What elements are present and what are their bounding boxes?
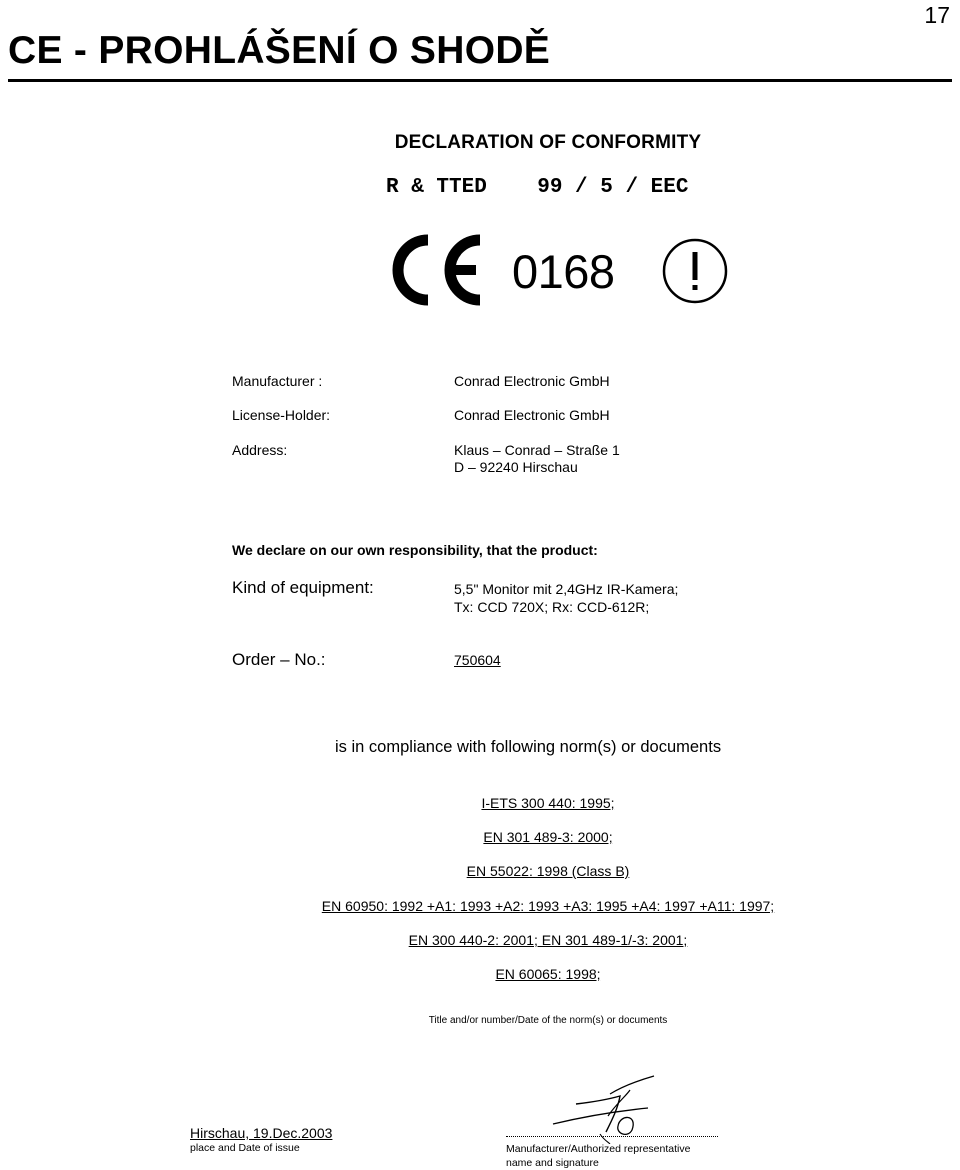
address-label: Address: xyxy=(232,442,288,458)
header-divider xyxy=(8,79,952,82)
address-line-1: Klaus – Conrad – Straße 1 xyxy=(454,442,620,458)
norm-item: EN 300 440-2: 2001; EN 301 489-1/-3: 2001; xyxy=(408,932,688,948)
equipment-line-1: 5,5" Monitor mit 2,4GHz IR-Kamera; xyxy=(454,581,679,597)
norm-item: EN 60065: 1998; xyxy=(495,966,601,982)
page-number: 17 xyxy=(924,2,950,28)
equipment-kind-label: Kind of equipment: xyxy=(232,578,374,597)
signatory-caption-line-1: Manufacturer/Authorized representative xyxy=(506,1143,691,1155)
signature-line xyxy=(506,1136,718,1137)
order-number-value: 750604 xyxy=(454,652,501,668)
norms-caption: Title and/or number/Date of the norm(s) or documents xyxy=(428,1015,668,1026)
handwritten-signature xyxy=(548,1074,668,1144)
declaration-statement: We declare on our own responsibility, that the product: xyxy=(232,542,598,558)
declaration-title: DECLARATION OF CONFORMITY xyxy=(394,132,702,153)
place-and-date-caption: place and Date of issue xyxy=(190,1142,300,1154)
address-line-2: D – 92240 Hirschau xyxy=(454,459,578,475)
manufacturer-label: Manufacturer : xyxy=(232,373,323,389)
norm-item: I-ETS 300 440: 1995; xyxy=(481,795,615,811)
norm-item: EN 55022: 1998 (Class B) xyxy=(466,863,630,879)
equipment-kind-value xyxy=(454,580,678,616)
notified-body-number: 0168 xyxy=(512,245,615,298)
equipment-line-2: Tx: CCD 720X; Rx: CCD-612R; xyxy=(454,599,650,615)
order-number-label: Order – No.: xyxy=(232,650,326,669)
alert-class-icon xyxy=(660,236,730,306)
compliance-statement: is in compliance with following norm(s) or documents xyxy=(335,738,722,756)
place-and-date: Hirschau, 19.Dec.2003 xyxy=(190,1125,333,1141)
page-title: CE - PROHLÁŠENÍ O SHODĚ xyxy=(8,29,551,72)
norm-item: EN 60950: 1992 +A1: 1993 +A2: 1993 +A3: 1995 +A4: 1997 +A11: 1997; xyxy=(321,898,775,914)
signatory-caption-line-2: name and signature xyxy=(506,1157,599,1169)
directive-reference: R & TTED 99 / 5 / EEC xyxy=(386,176,689,199)
signatory-caption xyxy=(506,1142,690,1170)
ce-mark-icon xyxy=(392,234,488,306)
manufacturer-value: Conrad Electronic GmbH xyxy=(454,373,610,389)
license-holder-label: License-Holder: xyxy=(232,407,331,423)
license-holder-value: Conrad Electronic GmbH xyxy=(454,407,610,423)
norm-item: EN 301 489-3: 2000; xyxy=(483,829,613,845)
